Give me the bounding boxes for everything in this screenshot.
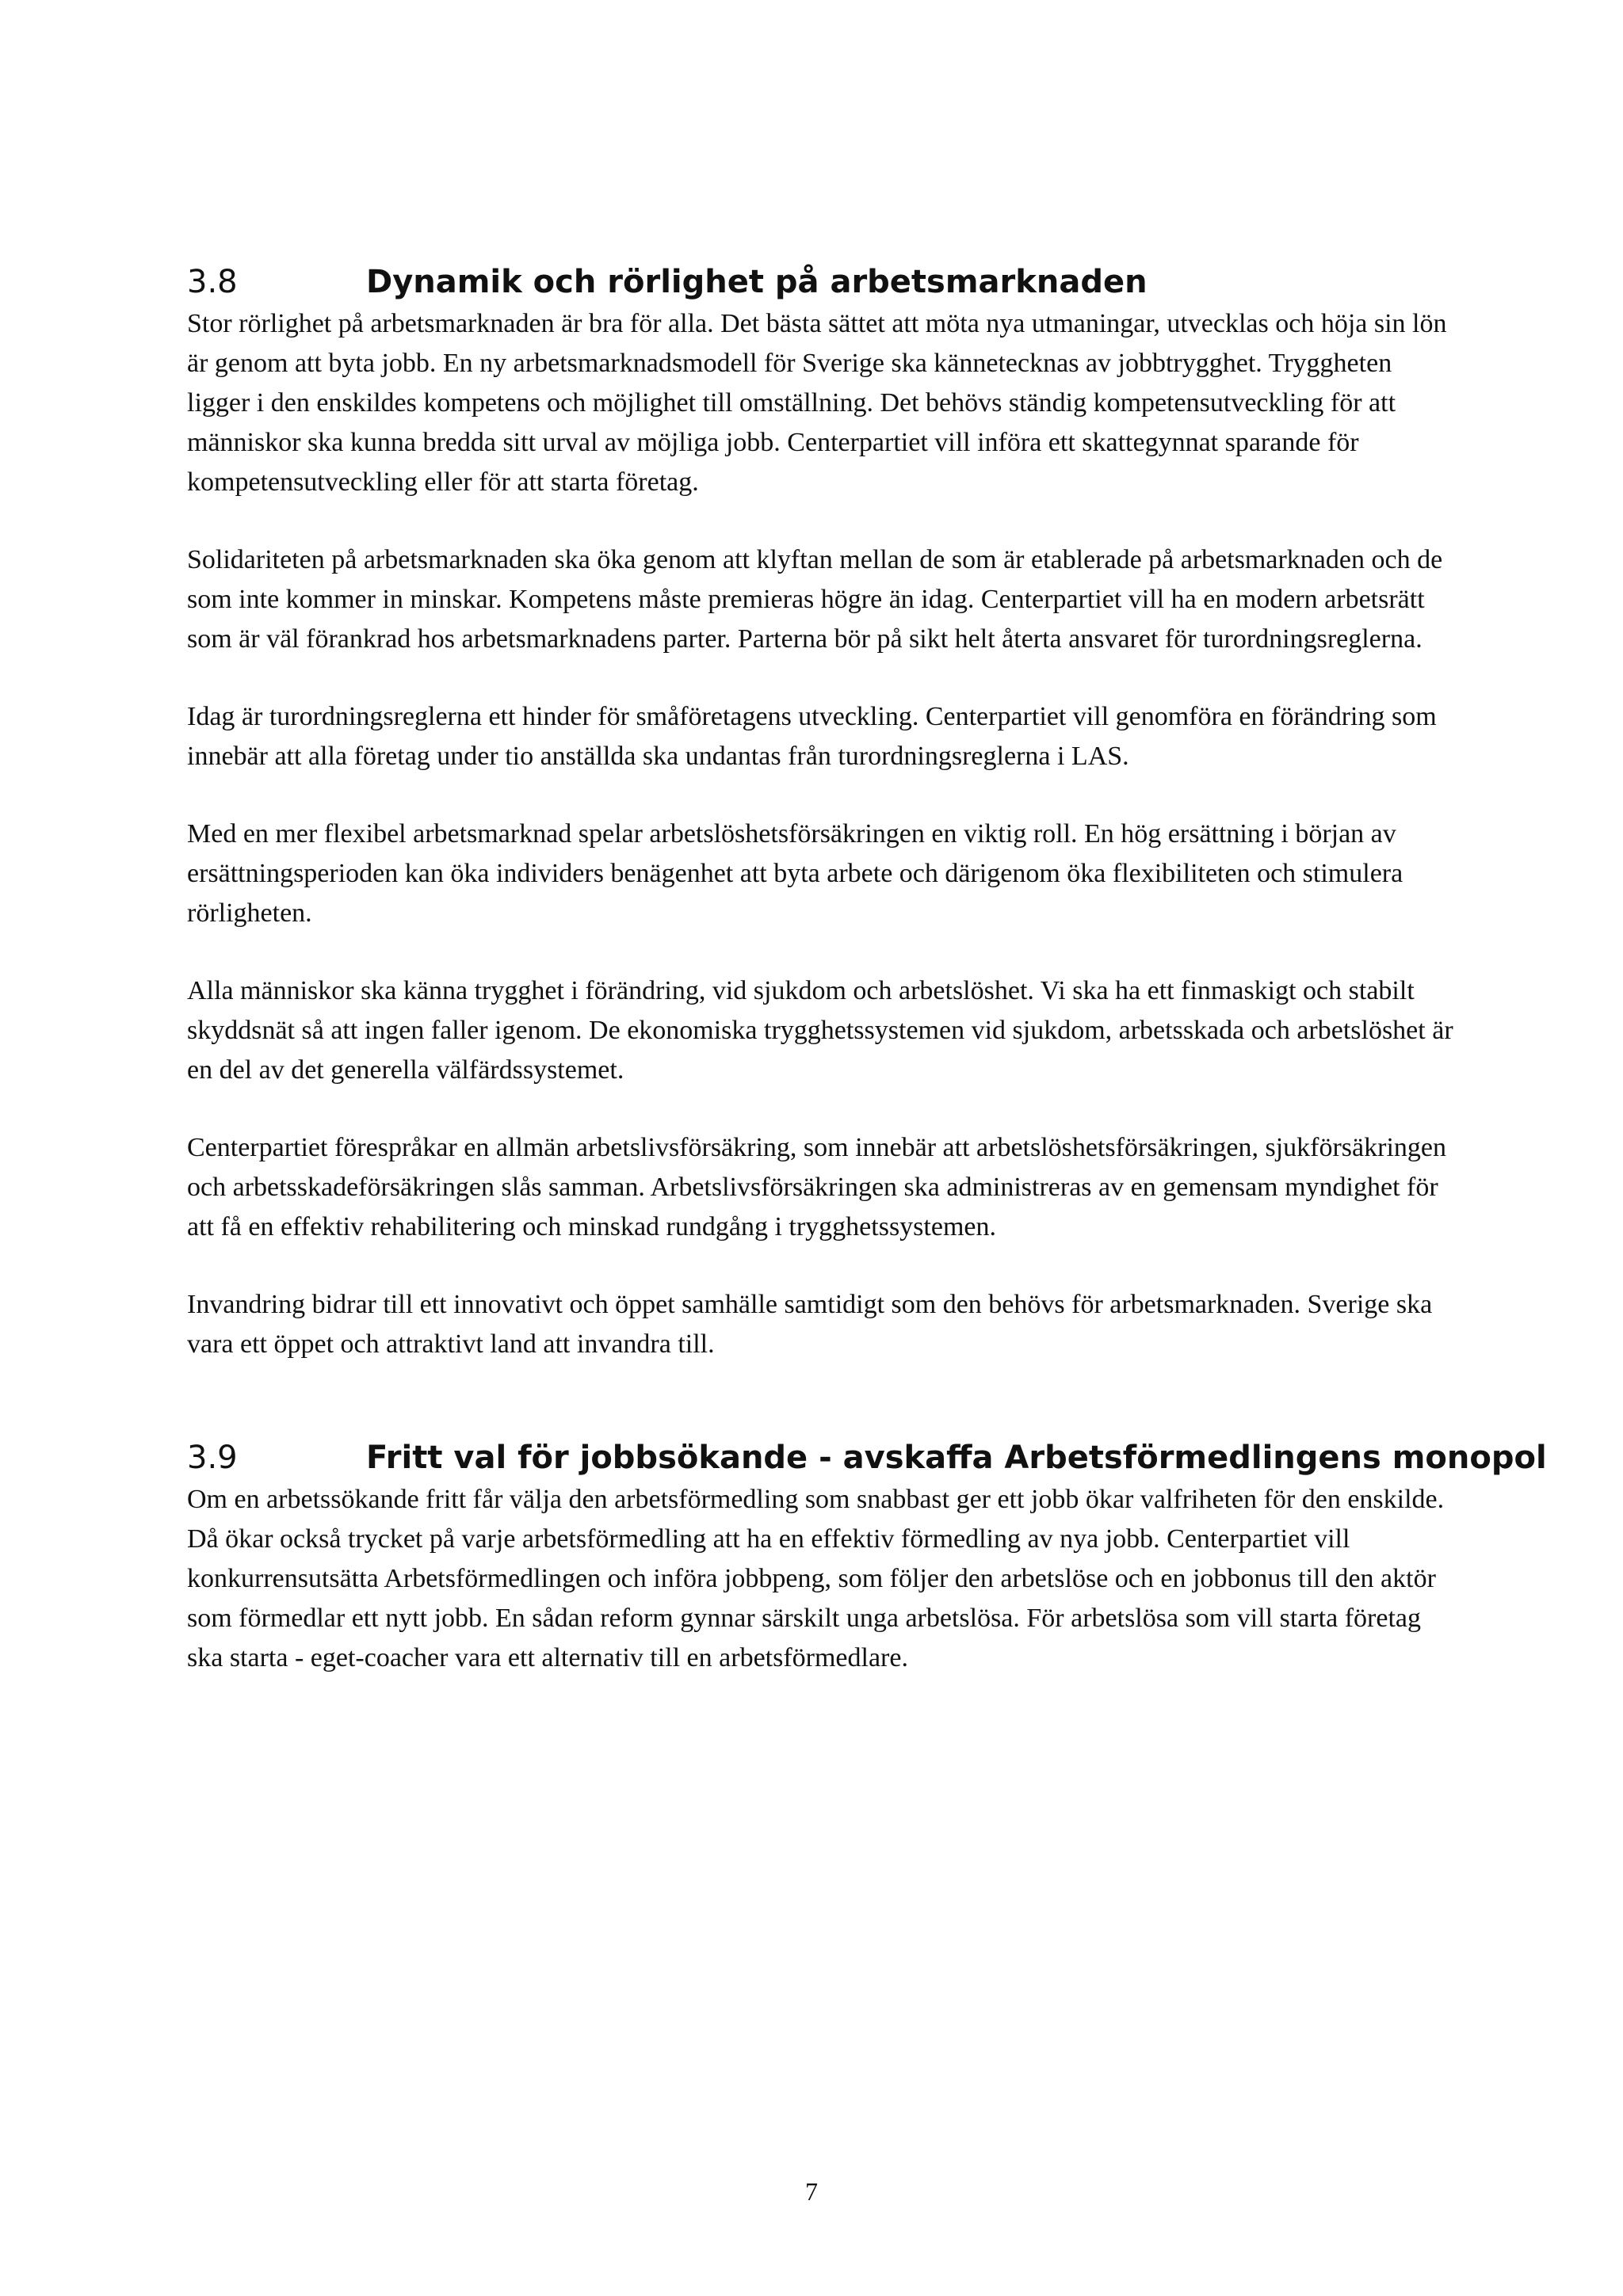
section-title: Dynamik och rörlighet på arbetsmarknaden	[366, 264, 1148, 300]
section-heading	[187, 1437, 1547, 1478]
section-number: 3.8	[187, 264, 238, 300]
section-3-9	[187, 1437, 1547, 1678]
page-number: 7	[805, 2177, 818, 2206]
paragraph: Stor rörlighet på arbetsmarknaden är bra för alla. Det bästa sättet att möta nya utmaningar, utvecklas och höja sin lön är genom att byta jobb. En ny arbetsmarknadsmodell för Sverige ska kännetecknas av jobbtrygghet. Tryggheten ligger i den enskildes kompetens och möjlighet till omställning. Det behövs ständig kompetensutveckling för att människor ska kunna bredda sitt urval av möjliga jobb. Centerpartiet vill införa ett skattegynnat sparande för kompetensutveckling eller för att starta företag.	[187, 309, 1447, 497]
document-page	[187, 261, 1547, 1716]
paragraph: Om en arbetssökande fritt får välja den arbetsförmedling som snabbast ger ett jobb ökar valfriheten för den enskilde. Då ökar också trycket på varje arbetsförmedling att ha en effektiv förmedling av nya jobb. Centerpartiet vill konkurrensutsätta Arbetsförmedlingen och införa jobbpeng, som följer den arbetslöse och en jobbonus till den aktör som förmedlar ett nytt jobb. En sådan reform gynnar särskilt unga arbetslösa. För arbetslösa som vill starta företag ska starta - eget-coacher vara ett alternativ till en arbetsförmedlare.	[187, 1485, 1445, 1672]
paragraph: Med en mer flexibel arbetsmarknad spelar arbetslöshetsförsäkringen en viktig roll. En hög ersättning i början av ersättningsperioden kan öka individers benägenhet att byta arbete och därigenom öka flexibiliteten och stimulera rörligheten.	[187, 819, 1403, 928]
section-title: Fritt val för jobbsökande - avskaffa Arbetsförmedlingens monopol	[366, 1440, 1547, 1476]
section-heading	[187, 261, 1455, 303]
paragraph: Solidariteten på arbetsmarknaden ska öka genom att klyftan mellan de som är etablerade på arbetsmarknaden och de som inte kommer in minskar. Kompetens måste premieras högre än idag. Centerpartiet vill ha en modern arbetsrätt som är väl förankrad hos arbetsmarknadens parter. Parterna bör på sikt helt återta ansvaret för turordningsreglerna.	[187, 545, 1443, 654]
section-spacer	[187, 1402, 1455, 1437]
paragraph: Alla människor ska känna trygghet i förändring, vid sjukdom och arbetslöshet. Vi ska ha ett finmaskigt och stabilt skyddsnät så att ingen faller igenom. De ekonomiska trygghetssystemen vid sjukdom, arbetsskada och arbetslöshet är en del av det generella välfärdssystemet.	[187, 976, 1453, 1085]
paragraph: Centerpartiet förespråkar en allmän arbetslivsförsäkring, som innebär att arbetslöshetsförsäkringen, sjukförsäkringen och arbetsskadeförsäkringen slås samman. Arbetslivsförsäkringen ska administreras av en gemensam myndighet för att få en effektiv rehabilitering och minskad rundgång i trygghetssystemen.	[187, 1133, 1446, 1241]
paragraph: Idag är turordningsreglerna ett hinder för småföretagens utveckling. Centerpartiet vill genomföra en förändring som innebär att alla företag under tio anställda ska undantas från turordningsreglerna i LAS.	[187, 702, 1437, 771]
section-3-8	[187, 261, 1455, 1364]
section-number: 3.9	[187, 1440, 238, 1476]
paragraph: Invandring bidrar till ett innovativt och öppet samhälle samtidigt som den behövs för arbetsmarknaden. Sverige ska vara ett öppet och attraktivt land att invandra till.	[187, 1290, 1433, 1359]
